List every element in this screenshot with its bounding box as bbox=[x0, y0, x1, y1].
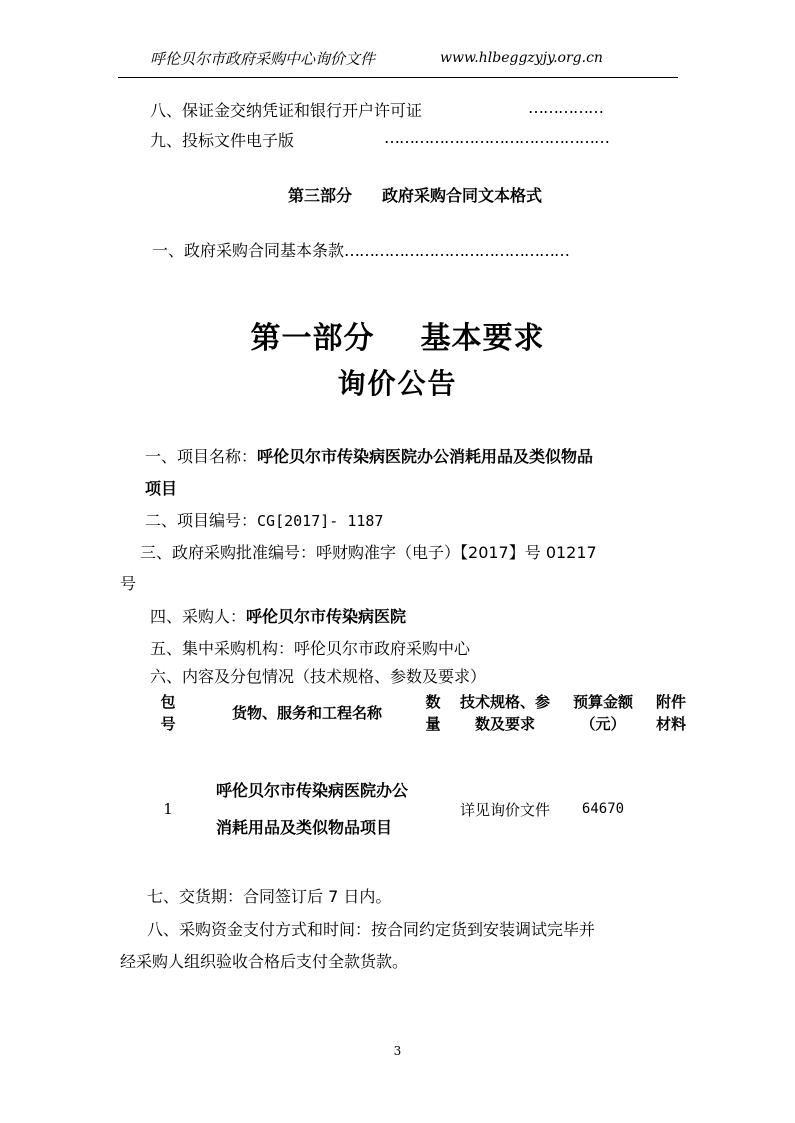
payment-line-continuation: 经采购人组织验收合格后支付全款货款。 bbox=[120, 952, 409, 971]
toc-leader: ……………………………………… bbox=[384, 128, 609, 147]
project-number-label: 二、项目编号： bbox=[145, 511, 258, 530]
agency-label: 五、集中采购机构： bbox=[150, 639, 295, 658]
delivery-line: 七、交货期：合同签订后 7 日内。 bbox=[147, 887, 392, 906]
content-line: 六、内容及分包情况（技术规格、参数及要求） bbox=[150, 667, 487, 686]
table-header-row bbox=[138, 687, 696, 739]
cell-attachments bbox=[646, 739, 696, 879]
toc-item-label: 一、政府采购合同基本条款 bbox=[152, 241, 345, 260]
package-table bbox=[138, 687, 696, 879]
approval-line bbox=[140, 540, 597, 563]
part1-title: 基本要求 bbox=[420, 321, 545, 356]
project-number-line bbox=[145, 508, 383, 531]
header-divider bbox=[118, 77, 678, 78]
page-number: 3 bbox=[393, 1044, 402, 1058]
approval-label: 三、政府采购批准编号： bbox=[140, 543, 317, 562]
toc-part3-title: 政府采购合同文本格式 bbox=[382, 186, 543, 205]
header-quantity: 数 量 bbox=[425, 693, 441, 733]
purchaser-value: 呼伦贝尔市传染病医院 bbox=[246, 607, 407, 626]
toc-leader: ……………………………………… bbox=[344, 241, 570, 260]
toc-item-label: 九、投标文件电子版 bbox=[150, 131, 295, 150]
approval-continuation: 号 bbox=[120, 574, 137, 593]
project-name-value: 呼伦贝尔市传染病医院办公消耗用品及类似物品 bbox=[257, 447, 594, 466]
page-title: 询价公告 bbox=[337, 367, 458, 400]
table-row bbox=[138, 739, 696, 879]
cell-spec: 详见询价文件 bbox=[459, 800, 550, 819]
project-name-label: 一、项目名称： bbox=[145, 447, 258, 466]
agency-value: 呼伦贝尔市政府采购中心 bbox=[294, 639, 471, 658]
approval-value: 呼财购准字（电子）【2017】号 01217 bbox=[316, 543, 597, 562]
header-website: www.hlbeggzyjy.org.cn bbox=[440, 50, 603, 66]
toc-item-label: 八、保证金交纳凭证和银行开户许可证 bbox=[150, 101, 423, 120]
agency-line bbox=[150, 636, 470, 659]
project-number-value: CG[2017]- 1187 bbox=[257, 512, 384, 530]
header-attachments: 附件 材料 bbox=[655, 693, 686, 733]
toc-item-deposit bbox=[150, 98, 422, 121]
cell-budget: 64670 bbox=[581, 801, 625, 817]
header-title: 呼伦贝尔市政府采购中心询价文件 bbox=[150, 50, 376, 68]
toc-part3-heading bbox=[288, 183, 542, 206]
purchaser-label: 四、采购人： bbox=[150, 607, 247, 626]
payment-line: 八、采购资金支付方式和时间：按合同约定货到安装调试完毕并 bbox=[147, 920, 596, 939]
header-budget: 预算金额 （元） bbox=[572, 693, 633, 733]
part1-heading bbox=[0, 313, 795, 357]
project-name-continuation: 项目 bbox=[145, 479, 178, 498]
cell-package-no: 1 bbox=[163, 800, 173, 818]
purchaser-line bbox=[150, 604, 406, 627]
part1-label: 第一部分 bbox=[250, 321, 375, 356]
header-item-name: 货物、服务和工程名称 bbox=[231, 704, 382, 722]
header-spec: 技术规格、参 数及要求 bbox=[459, 693, 550, 733]
toc-item-electronic bbox=[150, 128, 294, 151]
header-package-no: 包 号 bbox=[160, 693, 176, 733]
toc-leader: …………… bbox=[528, 98, 603, 117]
toc-item-contract bbox=[152, 238, 569, 261]
cell-quantity bbox=[416, 739, 450, 879]
cell-item-name: 呼伦贝尔市传染病医院办公消耗用品及类似物品项目 bbox=[216, 781, 409, 837]
toc-part3-label: 第三部分 bbox=[288, 186, 353, 205]
project-name-line bbox=[145, 444, 593, 467]
